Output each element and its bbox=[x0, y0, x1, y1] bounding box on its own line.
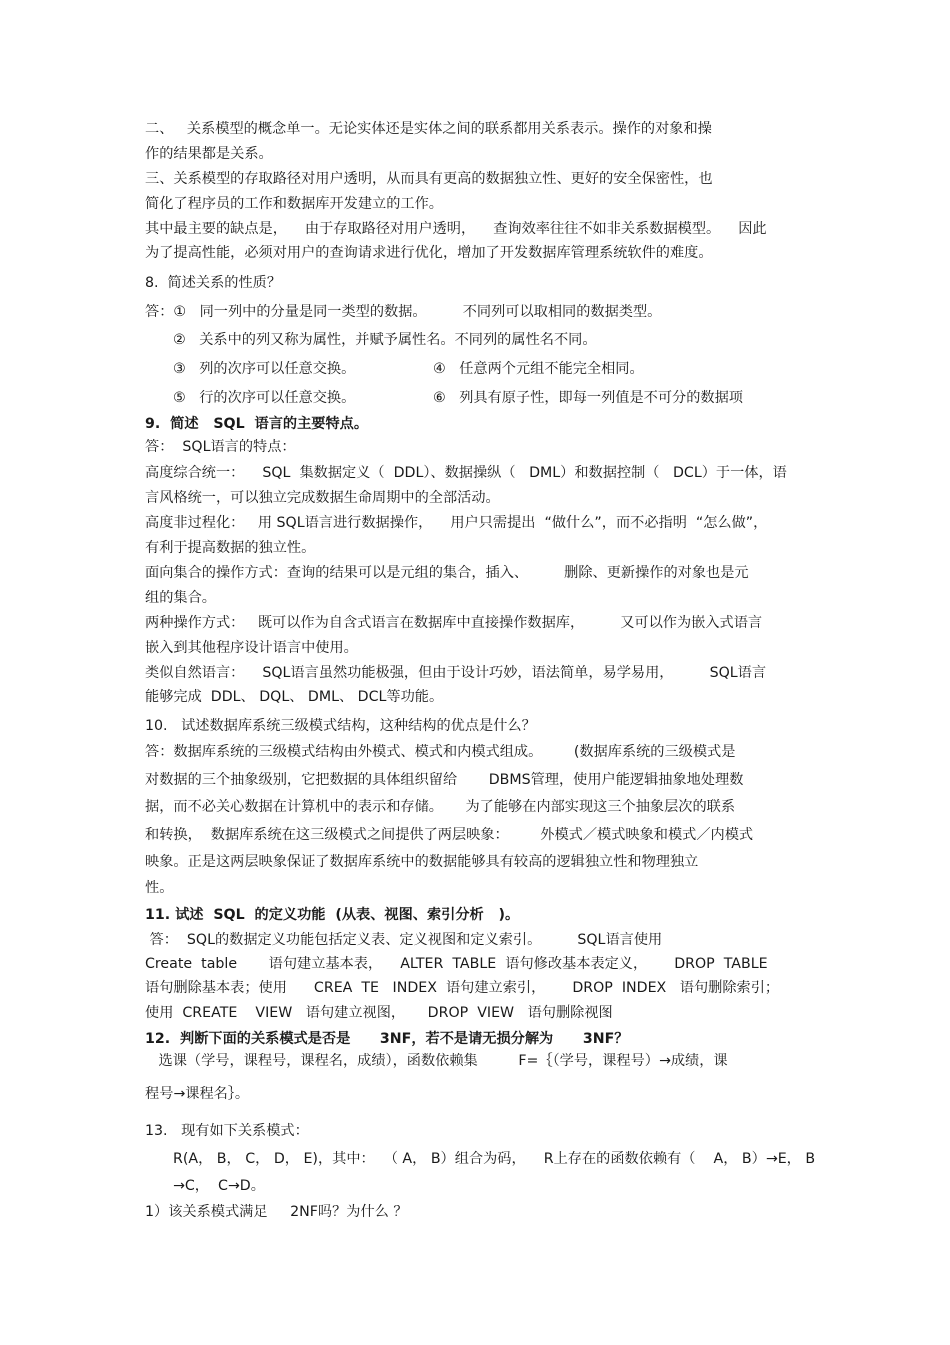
text-line: 选课（学号，课程号，课程名，成绩），函数依赖集 F=｛（学号，课程号）→成绩，课 bbox=[145, 1053, 728, 1069]
text-line: 高度综合统一： SQL 集数据定义（ DDL）、数据操纵（ DML）和数据控制（ DCL）于一体，语 bbox=[145, 465, 787, 481]
text-line: Create table 语句建立基本表， ALTER TABLE 语句修改基本表定义， DROP TABLE bbox=[145, 956, 768, 972]
text-line: 为了提高性能，必须对用户的查询请求进行优化，增加了开发数据库管理系统软件的难度。 bbox=[145, 245, 713, 261]
text-line: 答： SQL语言的特点： bbox=[145, 439, 296, 455]
text-line: 答：① 同一列中的分量是同一类型的数据。 不同列可以取相同的数据类型。 bbox=[145, 304, 662, 320]
question-heading: 11. 试述 SQL 的定义功能 (从表、视图、索引分析 )。 bbox=[145, 907, 520, 923]
text-line: ⑤ 行的次序可以任意交换。 bbox=[173, 390, 356, 406]
text-line: ④ 任意两个元组不能完全相同。 bbox=[433, 361, 644, 377]
text-line: ⑥ 列具有原子性，即每一列值是不可分的数据项 bbox=[433, 390, 743, 406]
question-heading: 10. 试述数据库系统三级模式结构，这种结构的优点是什么？ bbox=[145, 718, 536, 734]
text-line: 高度非过程化： 用 SQL语言进行数据操作， 用户只需提出 “做什么”，而不必指明 “怎么做”， bbox=[145, 515, 768, 531]
text-line: 据，而不必关心数据在计算机中的表示和存储。 为了能够在内部实现这三个抽象层次的联系 bbox=[145, 799, 736, 815]
text-line: 对数据的三个抽象级别，它把数据的具体组织留给 DBMS管理，使用户能逻辑抽象地处理数 bbox=[145, 772, 744, 788]
text-line: 映象。正是这两层映象保证了数据库系统中的数据能够具有较高的逻辑独立性和物理独立 bbox=[145, 854, 699, 870]
text-line: 面向集合的操作方式：查询的结果可以是元组的集合，插入、 删除、更新操作的对象也是元 bbox=[145, 565, 749, 581]
text-line: 三、关系模型的存取路径对用户透明，从而具有更高的数据独立性、更好的安全保密性，也 bbox=[145, 171, 713, 187]
text-line: 作的结果都是关系。 bbox=[145, 146, 273, 162]
text-line: 答： SQL的数据定义功能包括定义表、定义视图和定义索引。 SQL语言使用 bbox=[145, 932, 663, 948]
text-line: 答：数据库系统的三级模式结构由外模式、模式和内模式组成。 (数据库系统的三级模式是 bbox=[145, 744, 736, 760]
text-line: 使用 CREATE VIEW 语句建立视图， DROP VIEW 语句删除视图 bbox=[145, 1005, 613, 1021]
text-line: 言风格统一，可以独立完成数据生命周期中的全部活动。 bbox=[145, 490, 500, 506]
text-line: R(A， B， C， D， E)，其中： （ A， B）组合为码， R上存在的函数依赖有（ A， B）→E， B bbox=[173, 1151, 816, 1167]
text-line: 嵌入到其他程序设计语言中使用。 bbox=[145, 640, 358, 656]
text-line: 组的集合。 bbox=[145, 590, 216, 606]
text-line: 语句删除基本表；使用 CREA TE INDEX 语句建立索引， DROP INDEX 语句删除索引； bbox=[145, 980, 780, 996]
text-line: 能够完成 DDL、 DQL、 DML、 DCL等功能。 bbox=[145, 689, 444, 705]
text-line: 简化了程序员的工作和数据库开发建立的工作。 bbox=[145, 196, 443, 212]
question-heading: 13. 现有如下关系模式： bbox=[145, 1123, 309, 1139]
text-line: 有利于提高数据的独立性。 bbox=[145, 540, 316, 556]
text-line: 两种操作方式： 既可以作为自含式语言在数据库中直接操作数据库， 又可以作为嵌入式语言 bbox=[145, 615, 763, 631]
text-line: 程号→课程名｝。 bbox=[145, 1086, 250, 1102]
text-line: ③ 列的次序可以任意交换。 bbox=[173, 361, 356, 377]
question-heading: 12. 判断下面的关系模式是否是 3NF，若不是请无损分解为 3NF？ bbox=[145, 1031, 629, 1047]
text-line: ② 关系中的列又称为属性，并赋予属性名。不同列的属性名不同。 bbox=[173, 332, 597, 348]
text-line: 性。 bbox=[145, 880, 174, 896]
text-line: 和转换， 数据库系统在这三级模式之间提供了两层映象： 外模式／模式映象和模式／内模式 bbox=[145, 827, 754, 843]
question-heading: 8. 简述关系的性质？ bbox=[145, 275, 282, 291]
text-line: 1）该关系模式满足 2NF吗？为什么 ？ bbox=[145, 1204, 408, 1220]
text-line: →C， C→D。 bbox=[173, 1178, 265, 1194]
question-heading: 9. 简述 SQL 语言的主要特点。 bbox=[145, 416, 369, 432]
text-line: 类似自然语言： SQL语言虽然功能极强，但由于设计巧妙，语法简单，易学易用， SQL语言 bbox=[145, 665, 767, 681]
text-line: 二、 关系模型的概念单一。无论实体还是实体之间的联系都用关系表示。操作的对象和操 bbox=[145, 121, 712, 137]
text-line: 其中最主要的缺点是， 由于存取路径对用户透明， 查询效率往往不如非关系数据模型。 因此 bbox=[145, 221, 767, 237]
